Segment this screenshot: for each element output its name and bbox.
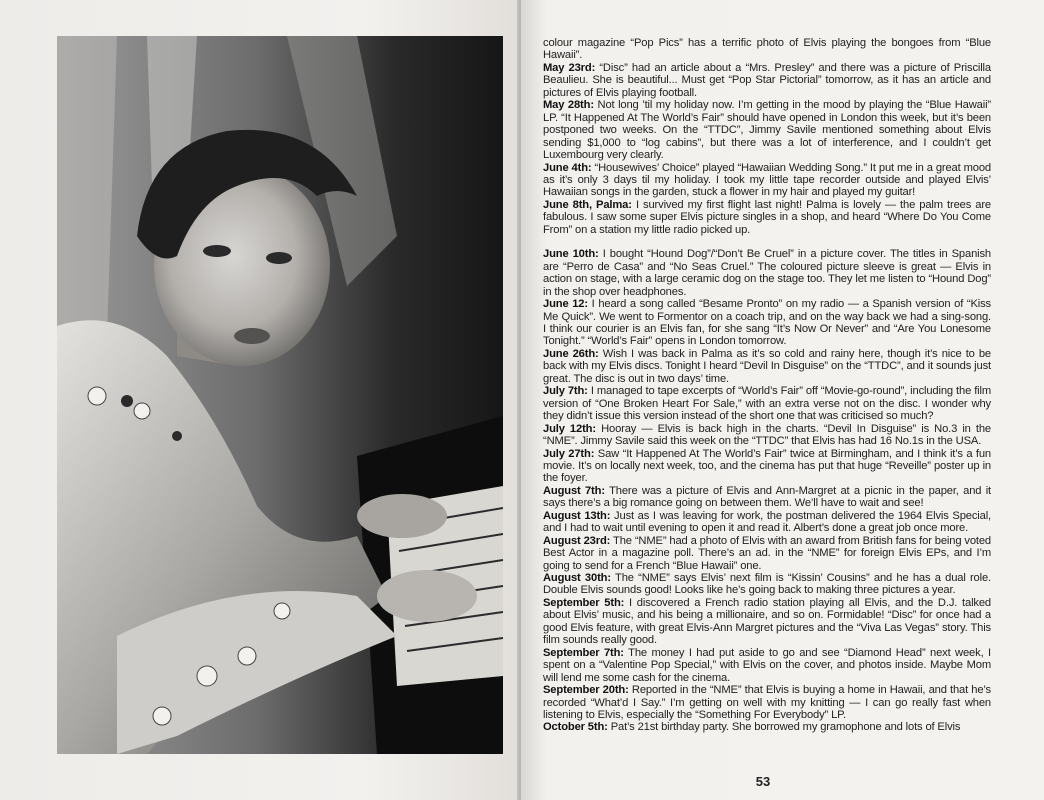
diary-entry [543,162,991,199]
entry-date: June 8th, Palma: [543,198,632,211]
diary-entry [543,448,991,485]
diary-entry [543,99,991,161]
diary-entry [543,298,991,348]
entry-text: I survived my first flight last night! Palma is lovely — the palm trees are fabulous. I saw some super Elvis picture singles in a shop, and heard “Where Do You Come From” on a station my little radio picked up. [543,198,991,236]
entry-date: June 4th: [543,161,592,174]
entry-text: The money I had put aside to go and see “Diamond Head” next week, I spent on a “Valentine Pop Special,” with Elvis on the cover, and photos inside. Maybe Mom will lend me some cash for the cinema. [543,646,991,684]
entry-text: “Housewives’ Choice” played “Hawaiian Wedding Song.” It put me in a great mood as it’s only 3 days til my holiday. I took my little tape recorder outside and played Elvis’ Hawaiian songs in the garden, stuck a flower in my hair and played my guitar! [543,161,991,199]
entry-text: I heard a song called “Besame Pronto” on my radio — a Spanish version of “Kiss Me Quick”. We went to Formentor on a coach trip, and on the way back we had a sing-song. I think our courier is an Elvis fan, for she sang “It’s Now Or Never” and “Are You Lonesome Tonight.” “World’s Fair” opens in London tomorrow. [543,298,991,348]
page-number: 53 [755,774,771,789]
entry-text: Wish I was back in Palma as it’s so cold and rainy here, though it’s nice to be back with my Elvis discs. Tonight I heard “Devil In Disguise” on the “TTDC”, and it sounds just great. The disc is out in two days’ time. [543,347,991,385]
entry-date: August 13th: [543,509,611,522]
diary-entry [543,597,991,647]
entry-date: August 7th: [543,484,605,497]
entry-text: Saw “It Happened At The World’s Fair” twice at Birmingham, and I think it’s a fun movie. It’s on locally next week, too, and the cinema has put that huge “Reveille” poster up in the foyer. [543,447,991,485]
entry-date: September 5th: [543,596,625,609]
entry-date: June 12: [543,298,588,311]
entry-text: I bought “Hound Dog”/“Don’t Be Cruel” in a picture cover. The titles in Spanish are “Perro de Casa” and “No Seas Cruel.” The coloured picture sleeve is great — Elvis in action on stage, with a large ceramic dog on the stage too. They let me listen to “Hound Dog” in the shop over headphones. [543,248,991,298]
diary-entry [543,684,991,721]
entry-text: The “NME” had a photo of Elvis with an award from British fans for being voted Best Actor in a magazine poll. There’s an ad. in the “NME” for foreign Elvis EPs, and I’m going to send for a French “Blue Hawaii” one. [543,534,992,572]
elvis-at-piano-photo [57,36,503,754]
entry-date: June 26th: [543,347,599,360]
entry-date: September 7th: [543,646,624,659]
entry-text: I managed to tape excerpts of “World’s Fair” off “Movie-go-round”, including the film version of “One Broken Heart For Sale,” with an extra verse not on the disc. I wonder why they didn’t issue this version instead of the short one that was criticised so much? [543,385,992,423]
diary-entry [543,423,991,448]
entry-text: There was a picture of Elvis and Ann-Margret at a picnic in the paper, and it says there’s a big romance going on between them. We’ll have to wait and see! [543,484,991,510]
entry-date: September 20th: [543,684,629,697]
diary-entry [543,510,991,535]
paragraph-gap [543,236,991,248]
diary-entry [543,535,991,572]
entry-text: The “NME” says Elvis’ next film is “Kissin’ Cousins” and he has a dual role. Double Elvis sounds good! Looks like he’s going back to making three pictures a year. [543,572,991,597]
diary-entry [543,721,991,733]
diary-entry [543,485,991,510]
diary-entry [543,348,991,385]
diary-intro-text: colour magazine “Pop Pics” has a terrific photo of Elvis playing the bongoes from “Blue Hawaii”. [543,37,991,62]
entry-text: I discovered a French radio station playing all Elvis, and the D.J. talked about Elvis’ music, and his being a millionaire, and so on. Formidable! “Disc” for once had a good Elvis feature, with great Elvis-Ann Margret pictures and the “Viva Las Vegas” story. This film sounds really good. [543,596,991,647]
entry-text: Reported in the “NME” that Elvis is buying a home in Hawaii, and that he’s recorded “What’d I Say.” I’m getting on well with my knitting — I can go really fast when listening to Elvis, especially the “Something For Everybody” LP. [543,684,991,722]
entry-date: May 28th: [543,99,594,112]
diary-entry [543,385,991,422]
entry-date: October 5th: [543,721,608,734]
diary-entry [543,647,991,684]
entry-date: July 27th: [543,447,595,460]
entry-date: July 7th: [543,385,588,398]
entry-date: June 10th: [543,248,599,261]
entry-text: Pat’s 21st birthday party. She borrowed my gramophone and lots of Elvis [610,721,961,734]
entry-text: Just as I was leaving for work, the postman delivered the 1964 Elvis Special, and I had to wait until evening to open it and read it. Albert’s done a great job once more. [543,509,991,535]
entry-text: Hooray — Elvis is back high in the charts. “Devil In Disguise” is No.3 in the “NME”. Jimmy Savile said this week on the “TTDC” that Elvis has had 16 No.1s in the USA. [543,422,991,448]
diary-entry [543,62,991,99]
entry-date: July 12th: [543,422,596,435]
diary-text-column [543,37,991,734]
entry-date: August 30th: [543,572,611,585]
diary-entry [543,248,991,298]
entry-date: August 23rd: [543,534,611,547]
left-page [0,0,519,800]
entry-date: May 23rd: [543,61,596,74]
diary-entry [543,199,991,236]
entry-text: Not long ’til my holiday now. I’m getting in the mood by playing the “Blue Hawaii” LP. “It Happened At The World’s Fair” should have opened in London this week, but it’s been postponed two weeks. On the “TTDC”, Jimmy Savile mentioned something about Elvis sending $1,000 to “log cabins”, but there was a lot of interference, and I couldn’t get Luxembourg very clearly. [543,99,991,162]
diary-entry [543,572,991,597]
entry-text: “Disc” had an article about a “Mrs. Presley” and there was a picture of Priscilla Beaulieu. She is beautiful... Must get “Pop Star Pictorial” tomorrow, as it has an article and pictures of Elvis playing football. [543,61,991,99]
